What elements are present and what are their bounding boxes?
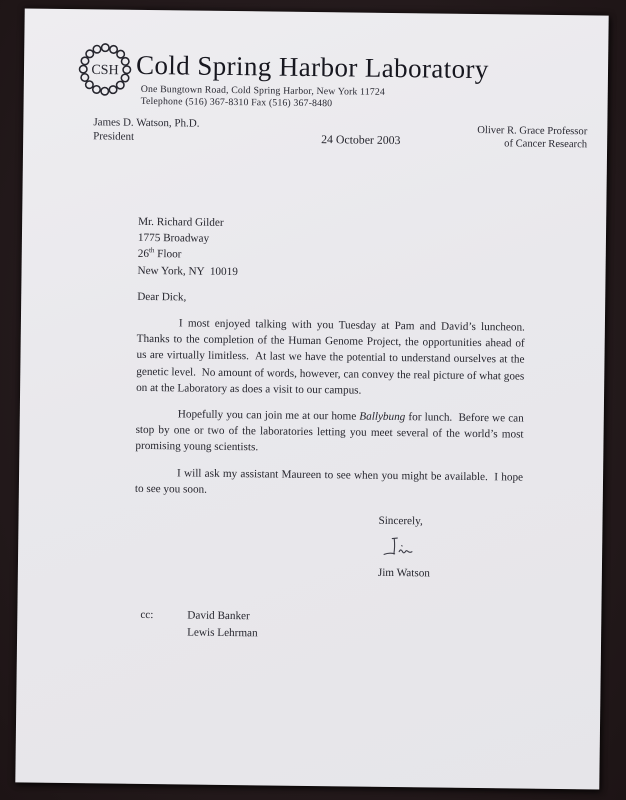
letter-date: 24 October 2003 <box>321 132 401 148</box>
cc-name: Lewis Lehrman <box>187 626 258 640</box>
cc-label: cc: <box>140 609 154 622</box>
salutation: Dear Dick, <box>137 290 187 304</box>
csh-chain-logo-icon <box>77 41 134 98</box>
cc-name: David Banker <box>187 609 250 623</box>
recipient-name: Mr. Richard Gilder <box>138 215 224 229</box>
cc-block <box>133 607 521 644</box>
csh-logo-text: CSH <box>91 62 119 79</box>
recipient-address <box>137 214 526 284</box>
paragraph-2: Hopefully you can join me at our home Ballybung for lunch. Before we can stop by one or two of the laboratories letting you meet several of the world’s most promising young scientists. <box>135 408 527 454</box>
professor-title-line2: of Cancer Research <box>504 137 588 150</box>
recipient-floor: 26th Floor <box>137 246 182 261</box>
recipient-street: 1775 Broadway <box>137 232 210 245</box>
signature-scribble-icon <box>380 534 424 563</box>
closing-sincerely: Sincerely, <box>378 514 423 528</box>
professor-title-line1: Oliver R. Grace Professor <box>477 124 588 138</box>
sender-title: President <box>93 129 135 143</box>
closing-block <box>378 513 523 583</box>
sender-name: James D. Watson, Ph.D. <box>93 116 200 130</box>
letter-body <box>133 214 531 645</box>
ballybung-italic: Ballybung <box>359 410 406 424</box>
paragraph-3: I will ask my assistant Maureen to see when you might be available. I hope to see you soon. <box>134 466 526 496</box>
professor-title-block <box>477 125 587 151</box>
letterhead-address <box>141 84 385 110</box>
signed-name: Jim Watson <box>377 567 430 580</box>
letterhead-address-line1: One Bungtown Road, Cold Spring Harbor, New York 11724 <box>140 83 386 98</box>
recipient-city: New York, NY 10019 <box>137 264 238 278</box>
letter-paper <box>15 8 608 789</box>
paragraph-1: I most enjoyed talking with you Tuesday at Pam and David’s luncheon. Thanks to the completion of the Human Genome Project, the opportunities ahead of us are virtually limitless. At last we have the potential to understand ourselves at the genetic level. No amount of words, however, can convey the real picture of what goes on at the Laboratory as does a visit to our campus. <box>136 317 531 397</box>
letterhead-title: Cold Spring Harbor Laboratory <box>135 49 490 85</box>
letterhead-address-line2: Telephone (516) 367-8310 Fax (516) 367-8480 <box>140 95 333 109</box>
sender-block <box>93 116 199 144</box>
